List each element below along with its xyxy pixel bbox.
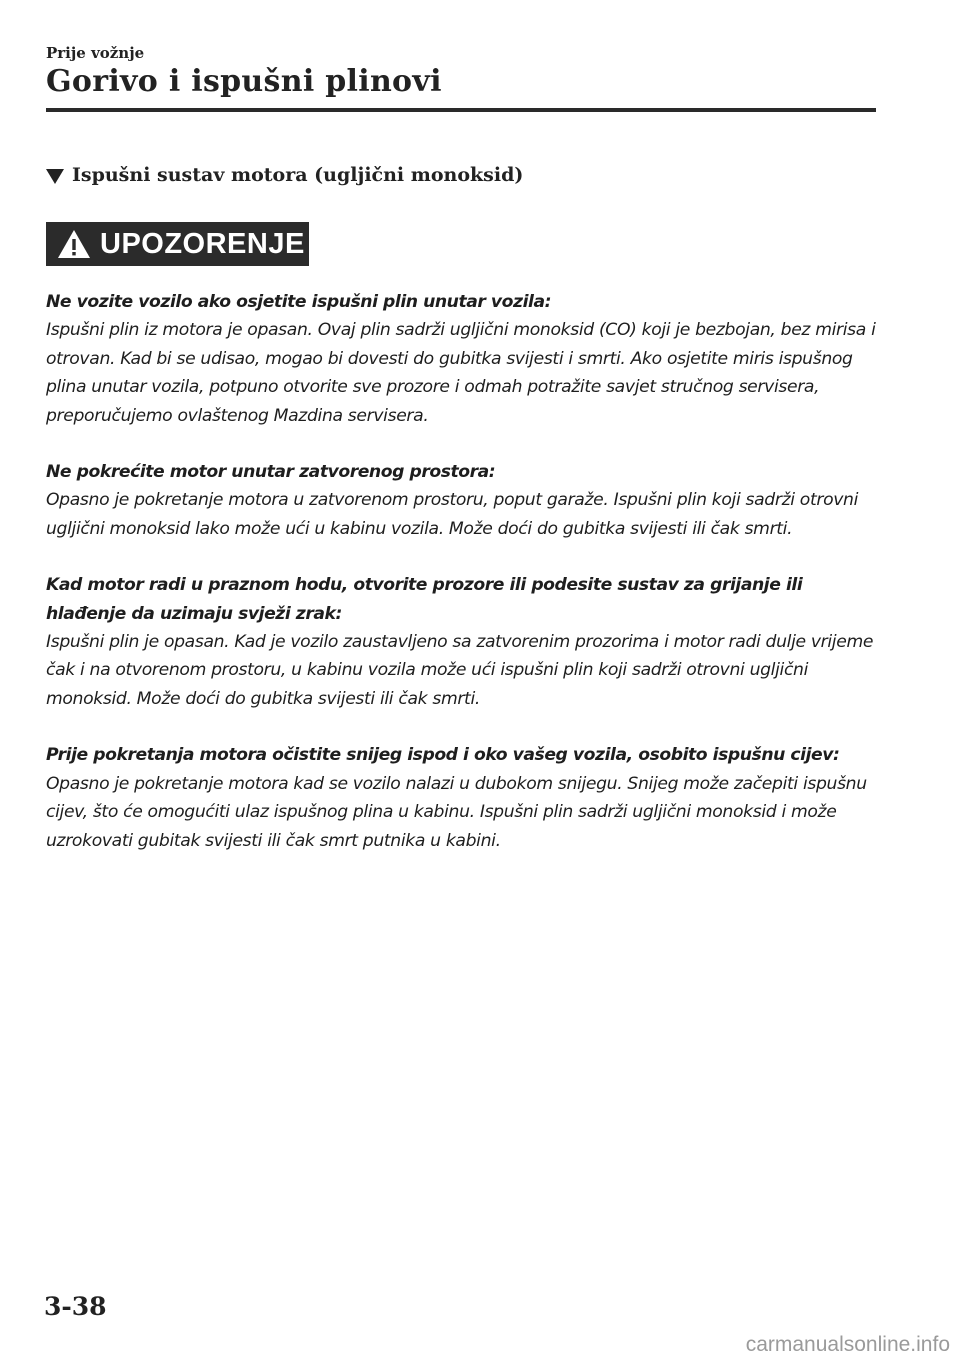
warning-banner bbox=[46, 222, 309, 266]
triangle-down-icon bbox=[46, 169, 64, 184]
warning-paragraph bbox=[46, 288, 886, 430]
paragraph-body: Ispušni plin je opasan. Kad je vozilo zaustavljeno sa zatvorenim prozorima i motor radi dulje vrijeme čak i na otvorenom prostoru, u kabinu vozila može ući ispušni plin koji sadrži otrovni ugljični monoksid. Može doći do gubitka svijesti ili čak smrti. bbox=[46, 632, 874, 709]
section-heading-text: Ispušni sustav motora (ugljični monoksid) bbox=[72, 164, 524, 186]
watermark: carmanualsonline.info bbox=[745, 1333, 950, 1356]
paragraph-title: Kad motor radi u praznom hodu, otvorite prozore ili podesite sustav za grijanje ili hlađenje da uzimaju svježi zrak: bbox=[46, 575, 803, 624]
paragraph-body: Opasno je pokretanje motora u zatvorenom prostoru, poput garaže. Ispušni plin koji sadrži otrovni ugljični monoksid lako može ući u kabinu vozila. Može doći do gubitka svijesti ili čak smrti. bbox=[46, 490, 859, 539]
warning-paragraph bbox=[46, 458, 886, 543]
warning-content bbox=[46, 288, 886, 883]
paragraph-title: Ne pokrećite motor unutar zatvorenog prostora: bbox=[46, 462, 496, 483]
warning-label: UPOZORENJE bbox=[100, 227, 305, 260]
warning-paragraph bbox=[46, 741, 886, 855]
paragraph-title: Prije pokretanja motora očistite snijeg ispod i oko vašeg vozila, osobito ispušnu cijev: bbox=[46, 745, 840, 766]
chapter-title: Gorivo i ispušni plinovi bbox=[46, 64, 442, 99]
header-rule bbox=[46, 108, 876, 112]
warning-triangle-icon bbox=[56, 228, 92, 260]
paragraph-body: Opasno je pokretanje motora kad se vozilo nalazi u dubokom snijegu. Snijeg može začepiti ispušnu cijev, što će omogućiti ulaz ispušnog plina u kabinu. Ispušni plin sadrži ugljični monoksid i može uzrokovati gubitak svijesti ili čak smrt putnika u kabini. bbox=[46, 773, 867, 851]
running-head: Prije vožnje bbox=[46, 44, 145, 62]
page-number: 3-38 bbox=[44, 1292, 107, 1321]
paragraph-body: Ispušni plin iz motora je opasan. Ovaj plin sadrži ugljični monoksid (CO) koji je bezbojan, bez mirisa i otrovan. Kad bi se udisao, mogao bi dovesti do gubitka svijesti i smrti. Ako osjetite miris ispušnog plina unutar vozila, potpuno otvorite sve prozore i odmah potražite savjet stručnog servisera, preporučujemo ovlaštenog Mazdina servisera. bbox=[46, 320, 876, 426]
warning-paragraph bbox=[46, 571, 886, 713]
paragraph-title: Ne vozite vozilo ako osjetite ispušni plin unutar vozila: bbox=[46, 292, 552, 312]
section-heading bbox=[46, 164, 523, 186]
